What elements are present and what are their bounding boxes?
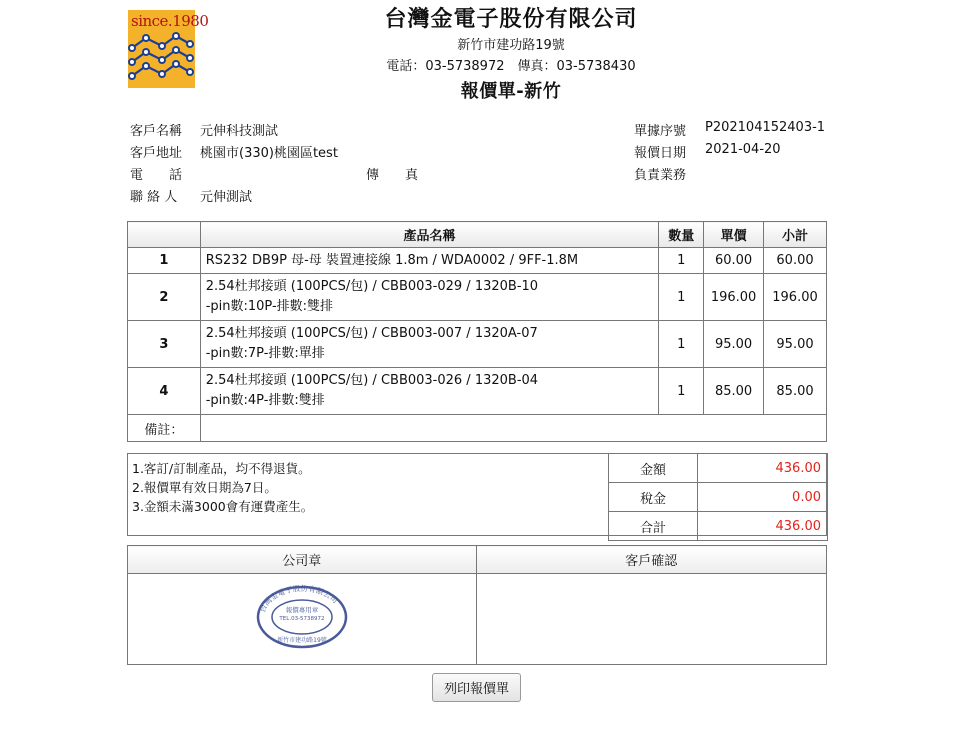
row-no: 3 [128,321,201,368]
row-no: 1 [128,248,201,274]
customer-address-value: 桃園市(330)桃園區test [200,146,338,161]
product-name-line: RS232 DB9P 母-母 裝置連接線 1.8m / WDA0002 / 9FF-1.8M [205,252,579,268]
svg-text:報價專用章: 報價專用章 [285,606,319,614]
quote-date-value: 2021-04-20 [705,142,781,157]
totals-table [608,453,828,541]
customer-address-label: 客戶地址 [130,146,183,161]
customer-contact-label: 聯 絡 人 [130,190,178,205]
header-unit-price: 單價 [704,222,764,248]
remark-value [200,415,826,442]
items-table-header [128,222,827,248]
totals-row-total [609,512,828,541]
product-name-line: 2.54杜邦接頭 (100PCS/包) / CBB003-026 / 1320B-04 [205,373,539,388]
table-row [128,274,827,321]
table-row [128,248,827,274]
totals-row-amount [609,454,828,483]
serial-label: 單據序號 [634,124,687,139]
customer-confirm-cell[interactable] [476,574,826,665]
row-product-name [200,248,659,274]
product-name-line: -pin數:10P-排數:雙排 [205,299,334,314]
product-name-line: -pin數:4P-排數:雙排 [205,393,325,408]
logo-since-text: since.1980 [131,12,209,30]
row-qty: 1 [659,248,704,274]
terms-notes [132,459,313,516]
print-quote-button[interactable]: 列印報價單 [432,673,521,702]
row-subtotal: 95.00 [764,321,827,368]
row-no: 4 [128,368,201,415]
serial-value: P202104152403-1 [705,120,826,135]
table-row [128,368,827,415]
header-qty: 數量 [659,222,704,248]
terms-section [127,453,827,536]
total-label: 合計 [609,512,698,541]
customer-name-value: 元伸科技測試 [200,124,279,139]
customer-contact-value: 元伸測試 [200,190,253,205]
header-subtotal: 小計 [764,222,827,248]
row-unit-price: 95.00 [704,321,764,368]
svg-text:TEL.03-5738972: TEL.03-5738972 [279,616,325,622]
remark-label: 備註： [128,415,201,442]
company-seal-header: 公司章 [128,546,477,574]
row-subtotal: 85.00 [764,368,827,415]
row-qty: 1 [659,274,704,321]
row-qty: 1 [659,321,704,368]
terms-note: 3.金額未滿3000會有運費產生。 [132,499,314,514]
row-product-name [200,368,659,415]
row-product-name [200,274,659,321]
header-no [128,222,201,248]
svg-text:台灣金電子股份有限公司: 台灣金電子股份有限公司 [257,584,340,614]
sales-rep-label: 負責業務 [634,168,687,183]
row-unit-price: 85.00 [704,368,764,415]
company-seal-cell [128,574,477,665]
amount-value: 436.00 [698,454,828,483]
row-product-name [200,321,659,368]
company-name: 台灣金電子股份有限公司 [384,7,638,32]
totals-row-tax [609,483,828,512]
product-name-line: 2.54杜邦接頭 (100PCS/包) / CBB003-029 / 1320B-10 [205,279,539,294]
customer-name-label: 客戶名稱 [130,124,183,139]
row-subtotal: 196.00 [764,274,827,321]
customer-fax-label: 傳 真 [366,168,419,183]
row-unit-price: 60.00 [704,248,764,274]
row-no: 2 [128,274,201,321]
document-title: 報價單-新竹 [460,81,562,102]
product-name-line: -pin數:7P-排數:單排 [205,346,325,361]
signature-table [127,545,827,665]
row-unit-price: 196.00 [704,274,764,321]
amount-label: 金額 [609,454,698,483]
tax-value: 0.00 [698,483,828,512]
table-row [128,321,827,368]
svg-text:新竹市建功路19號: 新竹市建功路19號 [276,637,327,644]
product-name-line: 2.54杜邦接頭 (100PCS/包) / CBB003-007 / 1320A-07 [205,326,538,341]
total-value: 436.00 [698,512,828,541]
row-qty: 1 [659,368,704,415]
terms-note: 2.報價單有效日期為7日。 [132,480,277,495]
company-phone-fax: 電話：03-5738972 傳真：03-5738430 [386,59,636,74]
customer-confirm-header: 客戶確認 [476,546,826,574]
customer-phone-label: 電 話 [130,168,183,183]
row-subtotal: 60.00 [764,248,827,274]
header-product-name: 產品名稱 [200,222,659,248]
items-table [127,221,827,442]
company-address: 新竹市建功路19號 [457,38,565,53]
tax-label: 稅金 [609,483,698,512]
remark-row [128,415,827,442]
quote-date-label: 報價日期 [634,146,687,161]
terms-note: 1.客訂/訂制產品，均不得退貨。 [132,461,311,476]
company-stamp-icon [254,584,350,650]
